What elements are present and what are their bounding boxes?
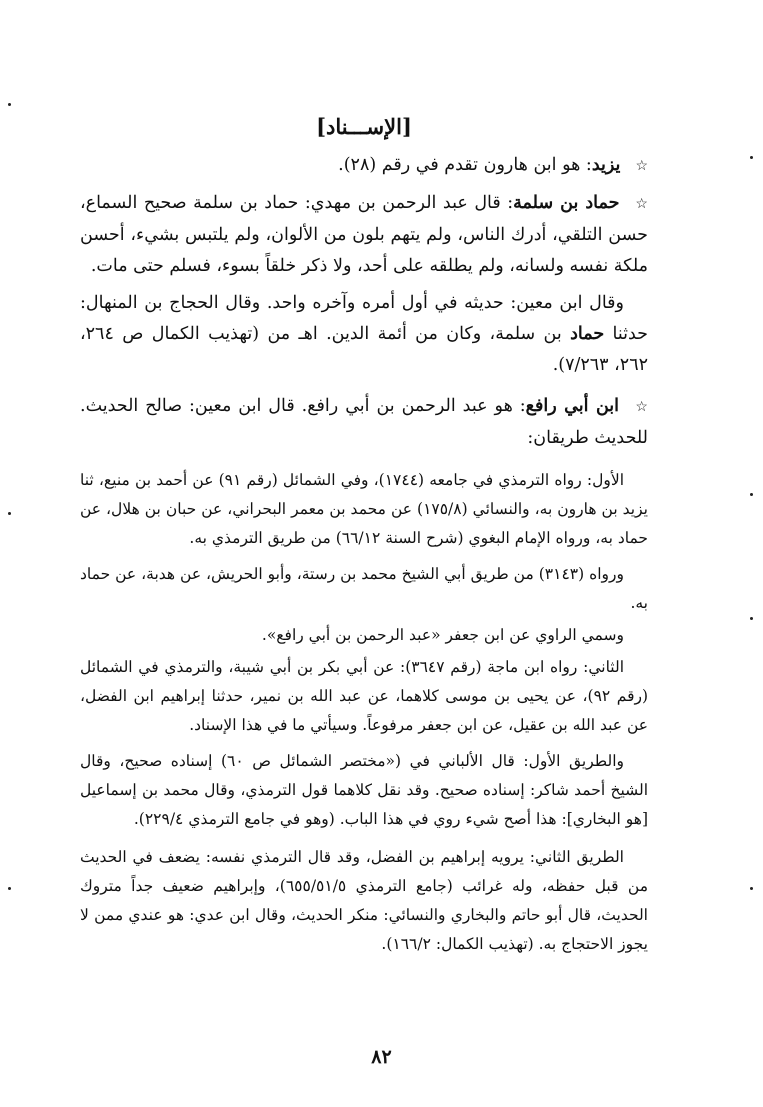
document-page: [80, 112, 648, 962]
paragraph-route-3143: ورواه (٣١٤٣) من طريق أبي الشيخ محمد بن رستة، وأبو الحريش، عن هدبة، عن حماد به.: [80, 565, 648, 612]
margin-dot: [750, 617, 753, 620]
entry-name: حماد بن سلمة: [513, 193, 620, 213]
star-icon: ☆: [635, 196, 648, 212]
margin-dot: [8, 887, 11, 890]
page-number: ٨٢: [371, 1046, 392, 1068]
paragraph-second-path-grading: الطريق الثاني: يرويه إبراهيم بن الفضل، وقد قال الترمذي نفسه: يضعف في الحديث من قبل حفظه، وله غرائب (جامع الترمذي ٦٥٥/٥١/٥)، وإبراهيم ضعيف جداً متروك الحديث، قال أبو حاتم والبخاري والنسائي: منكر الحديث، وقال ابن عدي: هو عندي ممن لا يجوز الاحتجاج به. (تهذيب الكمال: ١٦٦/٢).: [80, 848, 648, 953]
paragraph-bold: حماد: [570, 324, 605, 344]
paragraph-second-route: الثاني: رواه ابن ماجة (رقم ٣٦٤٧): عن أبي بكر بن أبي شيبة، والترمذي في الشمائل (رقم ٩٢)، عن يحيى بن موسى كلاهما، عن عبد الله بن نمير، حدثنا إبراهيم ابن الفضل، عن عبد الله بن عقيل، عن ابن جعفر مرفوعاً. وسيأتي ما في هذا الإسناد.: [80, 658, 649, 734]
margin-dot: [750, 156, 753, 159]
entry-text: : هو عبد الرحمن بن أبي رافع. قال ابن معين: صالح الحديث. للحديث طريقان:: [80, 396, 648, 448]
entry-text: : قال عبد الرحمن بن مهدي: حماد بن سلمة صحيح السماع، حسن التلقي، أدرك الناس، ولم يتهم بلون من الألوان، ولم يلتبس بشيء، أحسن ملكة نفسه ولسانه، ولم يطلقه على أحد، ولا ذكر خلقاً بسوء، فسلم حتى مات.: [80, 193, 648, 276]
star-icon: ☆: [635, 399, 648, 415]
star-icon: ☆: [635, 158, 648, 174]
entry-hammad: [80, 188, 648, 282]
entry-yazid: [80, 150, 648, 182]
paragraph-first-path-grading: والطريق الأول: قال الألباني في («مختصر الشمائل ص ٦٠) إسناده صحيح، وقال الشيخ أحمد شاكر: إسناده صحيح. وقد نقل كلاهما قول الترمذي، وقال محمد بن إسماعيل [هو البخاري]: هذا أصح شيء روي في هذا الباب. (وهو في جامع الترمذي ٢٢٩/٤).: [80, 752, 648, 828]
entry-ibn-abi-rafi: [80, 391, 648, 454]
section-title: [الإســـناد]: [316, 114, 412, 139]
margin-dot: [8, 512, 11, 515]
paragraph-narrator-name: وسمي الراوي عن ابن جعفر «عبد الرحمن بن أبي رافع».: [261, 626, 624, 644]
entry-name: ابن أبي رافع: [525, 396, 620, 416]
paragraph-first-route: الأول: رواه الترمذي في جامعه (١٧٤٤)، وفي الشمائل (رقم ٩١) عن أحمد بن منيع، ثنا يزيد بن هارون به، والنسائي (١٧٥/٨) عن محمد بن معمر البحراني، عن حبان بن هلال، عن حماد به، ورواه الإمام البغوي (شرح السنة ٦٦/١٢) من طريق الترمذي به.: [80, 471, 648, 547]
entry-text: : هو ابن هارون تقدم في رقم (٢٨).: [338, 155, 592, 175]
margin-dot: [750, 887, 753, 890]
margin-dot: [8, 103, 11, 106]
entry-name: يزيد: [591, 155, 621, 175]
paragraph-text: وقال ابن معين: حديثه في أول أمره وآخره واحد. وقال الحجاج بن المنهال: حدثنا: [80, 293, 648, 344]
paragraph-hammad: [80, 288, 648, 381]
margin-dot: [750, 493, 753, 496]
paragraph-text: بن سلمة، وكان من أئمة الدين. اهـ من (تهذيب الكمال ص ٢٦٤، ٢٦٢، ٧/٢٦٣).: [80, 324, 648, 375]
